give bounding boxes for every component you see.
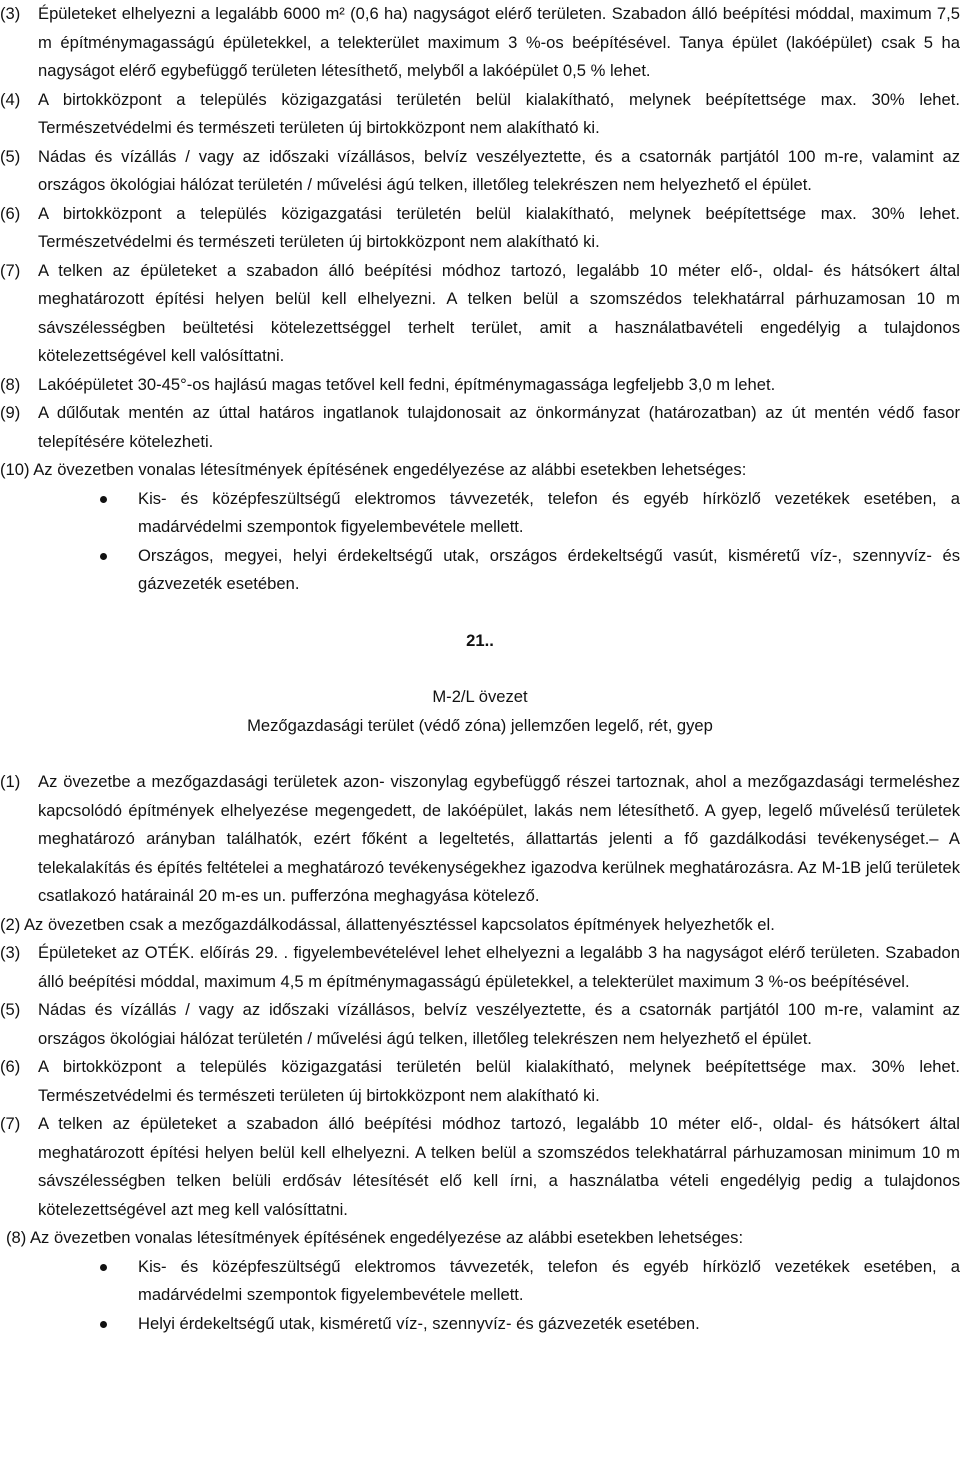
list-item: Helyi érdekeltségű utak, kisméretű víz-, szennyvíz- és gázvezeték esetében. [0, 1310, 960, 1339]
list-item: Kis- és középfeszültségű elektromos távvezeték, telefon és egyéb hírközlő vezetékek esetében, a madárvédelmi szempontok figyelembevétele mellett. [0, 1253, 960, 1310]
paragraph-number: (4) [0, 89, 21, 109]
paragraph-number: (5) [0, 146, 21, 166]
bullet-list [0, 1253, 960, 1339]
paragraph-text: A birtokközpont a település közigazgatási területén belül kialakítható, melynek beépítettsége max. 30% lehet. Természetvédelmi és természeti területen új birtokközpont nem alakítható ki. [38, 89, 960, 137]
paragraph-number: (3) [0, 4, 21, 23]
paragraph-text: Nádas és vízállás / vagy az időszaki vízállásos, belvíz veszélyeztette, és a csatornák partjától 100 m-re, valamint az országos ökológiai hálózat területén / művelési ágú telken, illetőleg telekrészen nem helyezhető el épület. [38, 146, 960, 194]
list-item: Országos, megyei, helyi érdekeltségű utak, országos érdekeltségű vasút, kisméretű víz-, szennyvíz- és gázvezeték esetében. [0, 542, 960, 599]
paragraph-4 [0, 86, 960, 143]
paragraph-text: Épületeket elhelyezni a legalább 6000 m² (0,6 ha) nagyságot elérő területen. Szabadon álló beépítési móddal, maximum 7,5 m építménymagasságú épületekkel, a telekterület maximum 3 %-os beépítésével. Tanya épület (lakóépület) csak 5 ha nagyságot elérő egybefüggő területen létesíthető, melyből a lakóépület 0,5 % lehet. [38, 4, 960, 80]
paragraph-number: (10) [0, 460, 30, 479]
list-item: Kis- és középfeszültségű elektromos távvezeték, telefon és egyéb hírközlő vezetékek esetében, a madárvédelmi szempontok figyelembevétele mellett. [0, 485, 960, 542]
paragraph-5 [0, 143, 960, 200]
paragraph-text: Nádas és vízállás / vagy az időszaki vízállásos, belvíz veszélyeztette, és a csatornák partjától 100 m-re, valamint az országos ökológiai hálózat területén / művelési ágú telken, illetőleg telekrészen nem helyezhető el épület. [38, 1000, 960, 1048]
paragraph-8 [0, 371, 960, 400]
paragraph-7 [0, 1110, 960, 1224]
paragraph-text: A birtokközpont a település közigazgatási területén belül kialakítható, melynek beépítettsége max. 30% lehet. Természetvédelmi és természeti területen új birtokközpont nem alakítható ki. [38, 1057, 960, 1105]
paragraph-number: (5) [0, 1000, 21, 1019]
paragraph-number: (2) [0, 914, 21, 934]
paragraph-number: (1) [0, 772, 21, 791]
paragraph-number: (6) [0, 203, 21, 223]
zone-subtitle: Mezőgazdasági terület (védő zóna) jellemzően legelő, rét, gyep [247, 715, 713, 735]
paragraph-number: (3) [0, 943, 21, 962]
paragraph-2 [0, 911, 960, 940]
paragraph-3 [0, 939, 960, 996]
paragraph-8 [0, 1224, 960, 1253]
paragraph-6 [0, 1053, 960, 1110]
paragraph-3 [0, 0, 960, 86]
paragraph-number: (7) [0, 260, 21, 280]
paragraph-number: (7) [0, 1114, 21, 1133]
paragraph-9 [0, 399, 960, 456]
paragraph-text: A dűlőutak mentén az úttal határos ingatlanok tulajdonosait az önkormányzat (határozatban) az út mentén védő fasor telepítésére kötelezheti. [38, 403, 960, 451]
paragraph-text: A telken az épületeket a szabadon álló beépítési módhoz tartozó, legalább 10 méter elő-, oldal- és hátsókert által meghatározott építési helyen belül kell elhelyezni. A telken belül a szomszédos telekhatárral párhuzamosan minimum 10 m sávszélességben telken belüli erdősáv létesítését elő kell írni, a használatba vételi engedélyig pedig a tulajdonos kötelezettségével azt meg kell valósíttatni. [38, 1114, 960, 1219]
paragraph-text: A birtokközpont a település közigazgatási területén belül kialakítható, melynek beépítettsége max. 30% lehet. Természetvédelmi és természeti területen új birtokközpont nem alakítható ki. [38, 203, 960, 251]
paragraph-7 [0, 257, 960, 371]
paragraph-text: A telken az épületeket a szabadon álló beépítési módhoz tartozó, legalább 10 méter elő-, oldal- és hátsókert által meghatározott építési helyen belül kell elhelyezni. A telken belül a szomszédos telekhatárral párhuzamosan 10 m sávszélességben beültetési kötelezettséggel terhelt terület, amit a használatbavételi engedélyig a tulajdonos kötelezettségével kell valósíttatni. [38, 260, 960, 365]
paragraph-5 [0, 996, 960, 1053]
paragraph-10 [0, 456, 960, 485]
paragraph-number: (9) [0, 403, 21, 422]
paragraph-text: Az övezetben vonalas létesítmények építésének engedélyezése az alábbi esetekben lehetséges: [33, 460, 747, 479]
paragraph-text: Az övezetben csak a mezőgazdálkodással, állattenyésztéssel kapcsolatos építmények helyezhetők el. [23, 914, 775, 934]
paragraph-text: Lakóépületet 30-45°-os hajlású magas tetővel kell fedni, építménymagassága legfeljebb 3,0 m lehet. [38, 374, 776, 394]
paragraph-text: Épületeket az OTÉK. előírás 29. . figyelembevételével lehet elhelyezni a legalább 3 ha nagyságot elérő területen. Szabadon álló beépítési móddal, maximum 4,5 m építménymagasságú épületekkel, a telekterület maximum 3 %-os beépítésével. [38, 943, 960, 991]
paragraph-number: (6) [0, 1057, 21, 1076]
paragraph-1 [0, 768, 960, 911]
section-number: 21.. [466, 630, 494, 650]
paragraph-6 [0, 200, 960, 257]
paragraph-text: Az övezetben vonalas létesítmények építésének engedélyezése az alábbi esetekben lehetséges: [29, 1228, 744, 1247]
bullet-list [0, 485, 960, 599]
paragraph-text: Az övezetbe a mezőgazdasági területek azon- viszonylag egybefüggő részei tartoznak, ahol a mezőgazdasági termeléshez kapcsolódó építmények elhelyezése megengedett, de lakóépület, lakás nem létesíthető. A gyep, legelő művelésű területek meghatározó arányban találhatók, ezért főként a legeltetés, állattartás jelenti a fő gazdálkodási tevékenységet.– A telekalakítás és építés feltételei a meghatározó tevékenységekhez igazodva kerülnek meghatározásra. Az M-1B jelű területek csatlakozó határainál 20 m-es un. pufferzóna meghagyása kötelező. [38, 772, 960, 905]
paragraph-number: (8) [0, 374, 21, 394]
paragraph-number: (8) [6, 1228, 27, 1247]
zone-title: M-2/L övezet [432, 687, 528, 706]
